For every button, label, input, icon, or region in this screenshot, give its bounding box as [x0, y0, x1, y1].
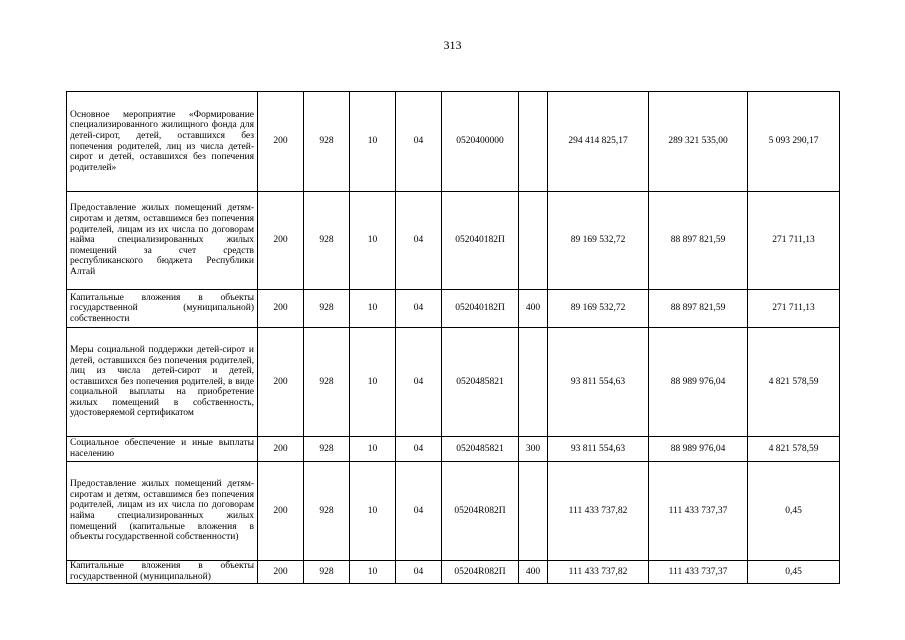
budget-table [66, 91, 840, 584]
row-name: Социальное обеспечение и иные выплаты населению [67, 437, 258, 462]
col-glava: 200 [258, 437, 304, 462]
col-expense-type [519, 462, 548, 561]
col-podrazdel: 04 [396, 328, 442, 437]
col-sum-executed: 111 433 737,37 [649, 462, 748, 561]
col-sum-planned: 93 811 554,63 [548, 328, 649, 437]
col-razdel: 10 [350, 437, 396, 462]
col-podrazdel: 04 [396, 290, 442, 328]
table-row [67, 92, 840, 192]
col-sum-remainder: 4 821 578,59 [748, 437, 840, 462]
table-row [67, 561, 840, 584]
col-sum-remainder: 271 711,13 [748, 290, 840, 328]
col-sum-remainder: 5 093 290,17 [748, 92, 840, 192]
col-sum-planned: 294 414 825,17 [548, 92, 649, 192]
table-row [67, 437, 840, 462]
col-razdel: 10 [350, 462, 396, 561]
col-podrazdel: 04 [396, 437, 442, 462]
col-sum-remainder: 4 821 578,59 [748, 328, 840, 437]
col-sum-executed: 88 989 976,04 [649, 328, 748, 437]
col-sum-planned: 111 433 737,82 [548, 462, 649, 561]
col-sum-planned: 93 811 554,63 [548, 437, 649, 462]
col-sum-remainder: 0,45 [748, 561, 840, 584]
col-razdel: 10 [350, 561, 396, 584]
col-razdel: 10 [350, 92, 396, 192]
col-ved: 928 [304, 328, 350, 437]
col-razdel: 10 [350, 290, 396, 328]
col-podrazdel: 04 [396, 561, 442, 584]
row-name: Меры социальной поддержки детей-сирот и детей, оставшихся без попечения родителей, лиц из числа детей-сирот и детей, оставшихся без попечения родителей, в виде социальной выплаты на приобретение жилых помещений в собственность, удостоверяемой сертификатом [67, 328, 258, 437]
col-ved: 928 [304, 437, 350, 462]
col-target-code: 052040182П [442, 192, 519, 290]
row-name: Капитальные вложения в объекты государственной (муниципальной) [67, 561, 258, 584]
row-name: Предоставление жилых помещений детям-сиротам и детям, оставшимся без попечения родителей, лицам из их числа по договорам найма специализированных жилых помещений (капитальные вложения в объекты государственной собственности) [67, 462, 258, 561]
col-ved: 928 [304, 462, 350, 561]
col-sum-executed: 111 433 737,37 [649, 561, 748, 584]
row-name: Капитальные вложения в объекты государственной (муниципальной) собственности [67, 290, 258, 328]
col-expense-type [519, 328, 548, 437]
table-body [67, 92, 840, 584]
col-ved: 928 [304, 290, 350, 328]
row-name: Предоставление жилых помещений детям-сиротам и детям, оставшимся без попечения родителей, лицам из их числа по договорам найма специализированных жилых помещений за счет средств республиканского бюджета Республики Алтай [67, 192, 258, 290]
table-row [67, 192, 840, 290]
col-sum-executed: 88 897 821,59 [649, 192, 748, 290]
col-sum-planned: 89 169 532,72 [548, 290, 649, 328]
col-sum-remainder: 0,45 [748, 462, 840, 561]
col-sum-executed: 88 989 976,04 [649, 437, 748, 462]
col-sum-executed: 88 897 821,59 [649, 290, 748, 328]
row-name: Основное мероприятие «Формирование специализированного жилищного фонда для детей-сирот, детей, оставшихся без попечения родителей, лиц из числа детей-сирот и детей, оставшихся без попечения родителей» [67, 92, 258, 192]
table-row [67, 462, 840, 561]
col-sum-remainder: 271 711,13 [748, 192, 840, 290]
col-sum-planned: 111 433 737,82 [548, 561, 649, 584]
col-target-code: 05204R082П [442, 462, 519, 561]
col-glava: 200 [258, 561, 304, 584]
col-razdel: 10 [350, 192, 396, 290]
col-target-code: 0520485821 [442, 437, 519, 462]
col-podrazdel: 04 [396, 192, 442, 290]
col-podrazdel: 04 [396, 462, 442, 561]
col-target-code: 05204R082П [442, 561, 519, 584]
col-razdel: 10 [350, 328, 396, 437]
col-expense-type [519, 192, 548, 290]
col-glava: 200 [258, 328, 304, 437]
col-target-code: 0520485821 [442, 328, 519, 437]
col-expense-type: 400 [519, 290, 548, 328]
col-sum-executed: 289 321 535,00 [649, 92, 748, 192]
col-target-code: 052040182П [442, 290, 519, 328]
col-podrazdel: 04 [396, 92, 442, 192]
col-ved: 928 [304, 561, 350, 584]
col-ved: 928 [304, 92, 350, 192]
col-sum-planned: 89 169 532,72 [548, 192, 649, 290]
table-row [67, 290, 840, 328]
table-row [67, 328, 840, 437]
col-target-code: 0520400000 [442, 92, 519, 192]
col-glava: 200 [258, 92, 304, 192]
page-number: 313 [443, 38, 462, 52]
col-expense-type: 300 [519, 437, 548, 462]
col-glava: 200 [258, 462, 304, 561]
col-ved: 928 [304, 192, 350, 290]
col-expense-type [519, 92, 548, 192]
col-glava: 200 [258, 192, 304, 290]
col-expense-type: 400 [519, 561, 548, 584]
col-glava: 200 [258, 290, 304, 328]
